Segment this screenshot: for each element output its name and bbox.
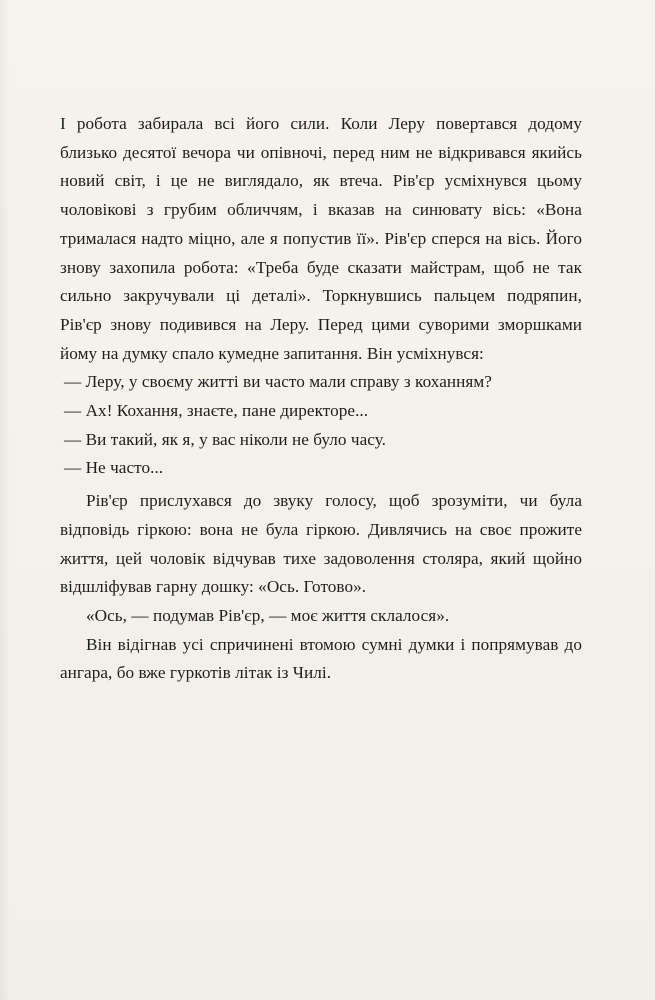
dialogue-line-love-answer: — Ах! Кохання, знаєте, пане директоре... xyxy=(64,401,369,421)
paragraph-hangar: Він відігнав усі спричинені втомою сумні думки і попрямував до ангара, бо вже гуркотів літак із Чилі. xyxy=(60,634,582,683)
paragraph-life-settled: «Ось, — подумав Рів'єр, — моє життя склалося». xyxy=(86,605,450,625)
dialogue-line-love-question: — Леру, у своєму житті ви часто мали справу з коханням? xyxy=(64,372,492,392)
dialogue-line-not-often: — Не часто... xyxy=(64,458,164,478)
paragraph-work: І робота забирала всі його сили. Коли Леру повертався додому близько десятої вечора чи опівночі, перед ним не відкривався якийсь новий світ, і це не виглядало, як втеча. Рів'єр усміхнувся цьому чоловікові з грубим обличчям, і вказав на синювату вісь: «Вона трималася надто міцно, але я попустив її». Рів'єр сперся на вісь. Його знову захопила робота: «Треба буде сказати майстрам, щоб не так сильно закручували ці деталі». Торкнувшись пальцем подряпин, Рів'єр знову подивився на Леру. Перед цими суворими зморшками йому на думку спало кумедне запитання. Він усміхнувся: xyxy=(60,114,582,363)
dialogue-line-no-time: — Ви такий, як я, у вас ніколи не було часу. xyxy=(64,429,386,449)
paragraph-listening: Рів'єр прислухався до звуку голосу, щоб зрозуміти, чи була відповідь гіркою: вона не була гіркою. Дивлячись на своє прожите життя, цей чоловік відчував тихе задоволення столяра, який щойно відшліфував гарну дошку: «Ось. Готово». xyxy=(60,491,582,597)
page-text xyxy=(60,110,582,688)
